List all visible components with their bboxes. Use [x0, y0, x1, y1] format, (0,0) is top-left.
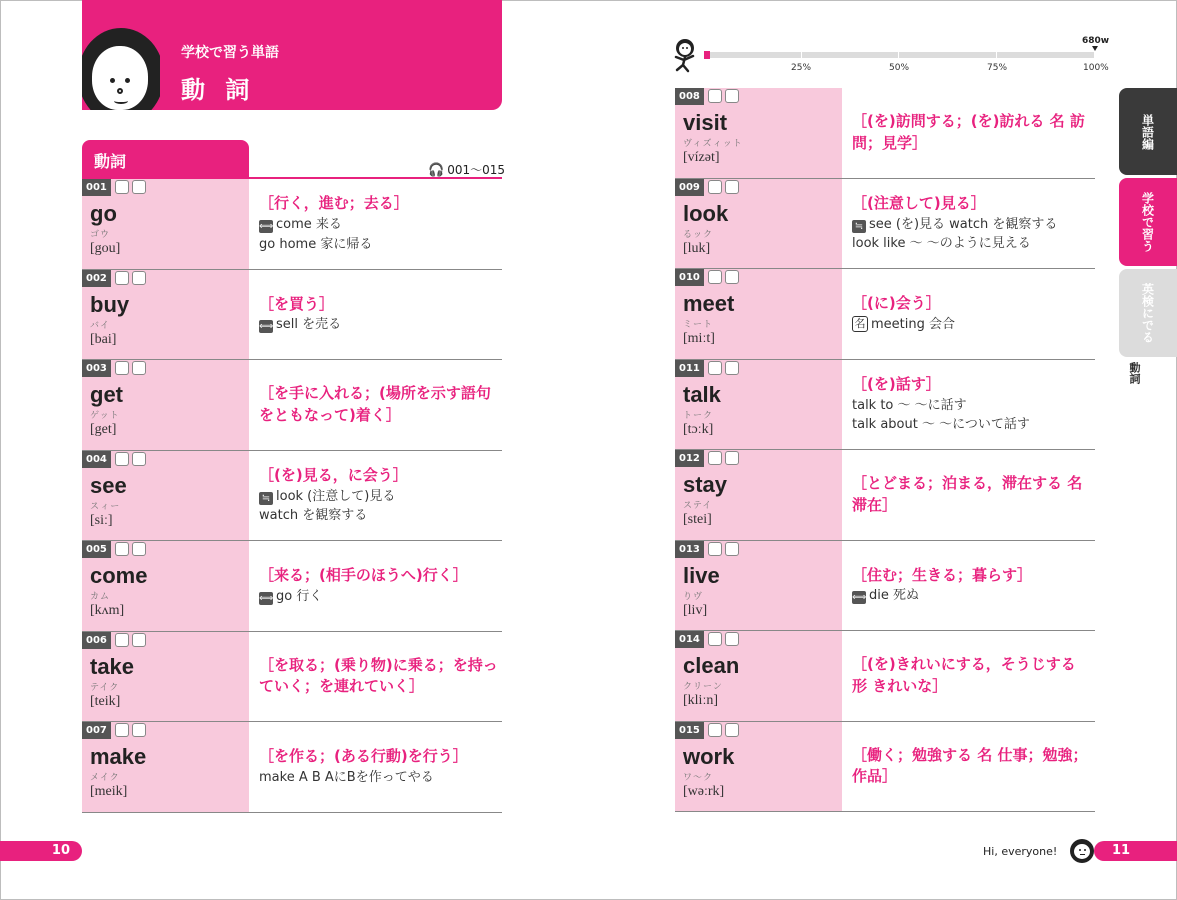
- entry-number: 009: [675, 179, 704, 196]
- review-checkbox[interactable]: [115, 542, 129, 556]
- review-checkbox[interactable]: [725, 180, 739, 194]
- headword: meet: [683, 291, 735, 316]
- usage-text: look (注意して)見る: [276, 488, 396, 504]
- definition-column: [259, 632, 498, 722]
- greeting-text: Hi, everyone!: [983, 845, 1058, 858]
- usage-text: talk about ～ ～について話す: [852, 417, 1030, 433]
- headword: clean: [683, 653, 740, 678]
- usage-text: talk to ～ ～に話す: [852, 397, 967, 413]
- word-entry: [675, 541, 1095, 632]
- meaning: ［を買う］: [259, 294, 335, 313]
- progress-label-25: 25%: [791, 63, 812, 73]
- mascot-icon: [82, 28, 160, 110]
- chapter-title: 動 詞: [181, 76, 256, 104]
- progress-track: [704, 52, 1094, 58]
- usage-line: [259, 235, 498, 255]
- katakana-reading: るック: [683, 229, 714, 240]
- headword: see: [90, 472, 127, 498]
- katakana-reading: テイク: [90, 682, 120, 693]
- katakana-reading: カム: [90, 592, 111, 602]
- word-entry: [675, 269, 1095, 360]
- definition-column: [852, 360, 1091, 450]
- katakana-reading: バイ: [90, 320, 111, 331]
- usage-text: sell を売る: [276, 317, 342, 333]
- word-entry: [82, 270, 502, 361]
- definition-column: [852, 269, 1091, 359]
- usage-text: go home 家に帰る: [259, 236, 373, 252]
- review-checkbox[interactable]: [708, 180, 722, 194]
- review-checkbox[interactable]: [725, 89, 739, 103]
- review-checkbox[interactable]: [708, 723, 722, 737]
- right-word-list: [675, 88, 1095, 812]
- usage-line: [852, 586, 1091, 606]
- usage-line: [852, 215, 1091, 235]
- entry-number: 001: [82, 179, 111, 196]
- entry-number: 010: [675, 269, 704, 286]
- audio-range: 001～015: [447, 163, 505, 177]
- progress-label-75: 75%: [987, 63, 1008, 73]
- entry-number: 004: [82, 451, 111, 468]
- word-entry: [675, 722, 1095, 813]
- meaning: ［(を)訪問する；(を)訪れる 名 訪問；見学］: [852, 112, 1085, 152]
- headword: talk: [683, 381, 721, 407]
- entry-number: 014: [675, 631, 704, 648]
- review-checkbox[interactable]: [725, 542, 739, 556]
- usage-line: [852, 234, 1091, 254]
- entry-number: 015: [675, 722, 704, 739]
- synonym-icon: ≒: [852, 220, 866, 233]
- review-checkbox[interactable]: [132, 361, 146, 375]
- word-entry: [675, 179, 1095, 270]
- review-checkbox[interactable]: [725, 270, 739, 284]
- entry-number: 012: [675, 450, 704, 467]
- review-checkbox[interactable]: [708, 632, 722, 646]
- review-checkbox[interactable]: [115, 361, 129, 375]
- entry-number: 006: [82, 632, 111, 649]
- word-entry: [675, 360, 1095, 451]
- word-entry: [82, 451, 502, 542]
- usage-line: [259, 768, 498, 788]
- pronunciation: [vízət]: [683, 150, 720, 165]
- katakana-reading: ミート: [683, 320, 714, 330]
- katakana-reading: ワ～ク: [683, 772, 714, 783]
- katakana-reading: トーク: [683, 410, 714, 421]
- tab-school-words[interactable]: 学校で習う: [1119, 178, 1177, 266]
- synonym-icon: ≒: [259, 492, 273, 505]
- headword: make: [90, 744, 147, 769]
- current-category-label: 動詞: [1128, 362, 1141, 384]
- usage-text: come 来る: [276, 217, 342, 233]
- entry-number: 002: [82, 270, 111, 287]
- entry-number: 011: [675, 360, 704, 377]
- meaning: ［とどまる；泊まる，滞在する 名 滞在］: [852, 474, 1083, 514]
- meaning: ［(を)見る，に会う］: [259, 465, 408, 484]
- review-checkbox[interactable]: [132, 452, 146, 466]
- pronunciation: [get]: [90, 422, 117, 437]
- pronunciation: [teik]: [90, 693, 121, 709]
- usage-line: [852, 396, 1091, 416]
- entry-number: 008: [675, 88, 704, 105]
- katakana-reading: スィー: [90, 501, 121, 512]
- definition-column: [259, 541, 498, 631]
- pronunciation: [meik]: [90, 784, 128, 799]
- antonym-icon: ⟺: [259, 321, 274, 333]
- meaning: ［(を)きれいにする，そうじする 形 きれいな］: [852, 655, 1076, 695]
- usage-line: [852, 315, 1091, 335]
- section-label: 動詞: [94, 152, 127, 171]
- word-entry: [675, 88, 1095, 179]
- progress-tick: [898, 48, 899, 60]
- pronunciation: [miːt]: [683, 331, 715, 346]
- antonym-icon: ⟺: [259, 221, 274, 233]
- definition-column: [852, 541, 1091, 631]
- pronunciation: [liv]: [683, 602, 708, 618]
- review-checkbox[interactable]: [115, 180, 129, 194]
- headword: get: [90, 382, 123, 407]
- katakana-reading: クリーン: [683, 682, 723, 692]
- meaning: ［を作る；(ある行動)を行う］: [259, 747, 468, 766]
- headword: live: [683, 562, 720, 588]
- pronunciation: [kʌm]: [90, 603, 125, 618]
- chapter-subtitle: 学校で習う単語: [181, 45, 279, 61]
- review-checkbox[interactable]: [115, 452, 129, 466]
- progress-marker-icon: [1092, 46, 1098, 51]
- review-checkbox[interactable]: [725, 451, 739, 465]
- tab-word-section[interactable]: 単語編: [1119, 88, 1177, 175]
- review-checkbox[interactable]: [115, 633, 129, 647]
- word-entry: [82, 541, 502, 632]
- pronunciation: [stei]: [683, 512, 712, 527]
- smiley-icon: [1070, 839, 1094, 863]
- word-entry: [82, 179, 502, 270]
- word-entry: [82, 360, 502, 451]
- meaning: ［住む；生きる；暮らす］: [852, 565, 1033, 584]
- progress-label-50: 50%: [889, 63, 910, 73]
- headword: stay: [683, 472, 728, 497]
- usage-text: die 死ぬ: [869, 588, 919, 604]
- page-number-left: 10: [0, 841, 82, 861]
- pronunciation: [siː]: [90, 512, 113, 528]
- review-checkbox[interactable]: [132, 180, 146, 194]
- headword: come: [90, 563, 148, 588]
- pronunciation: [bai]: [90, 331, 117, 347]
- headword: go: [90, 201, 117, 226]
- definition-column: [259, 722, 498, 812]
- word-entry: [82, 722, 502, 813]
- word-entry: [82, 632, 502, 723]
- definition-column: [852, 88, 1091, 178]
- katakana-reading: ヴィズィット: [683, 139, 743, 149]
- meaning: ［働く；勉強する 名 仕事；勉強；作品］: [852, 745, 1088, 786]
- headword: look: [683, 200, 729, 226]
- usage-line: [259, 506, 498, 526]
- review-checkbox[interactable]: [132, 723, 146, 737]
- usage-line: [259, 587, 498, 607]
- headword: buy: [90, 291, 130, 317]
- review-checkbox[interactable]: [132, 542, 146, 556]
- meaning: ［(注意して)見る］: [852, 193, 986, 212]
- headword: take: [90, 653, 135, 679]
- definition-column: [852, 631, 1091, 721]
- entry-number: 005: [82, 541, 111, 558]
- running-figure-icon: [668, 37, 702, 73]
- progress-tick: [996, 48, 997, 60]
- pronunciation: [gou]: [90, 241, 121, 256]
- pronunciation: [kliːn]: [683, 693, 718, 708]
- tab-eiken-words[interactable]: 英検にでる: [1119, 269, 1177, 357]
- katakana-reading: ゲット: [90, 411, 120, 421]
- progress-fill: [704, 51, 710, 59]
- usage-line: [259, 487, 498, 507]
- review-checkbox[interactable]: [132, 271, 146, 285]
- usage-line: [852, 415, 1091, 435]
- progress-total: 680w: [1082, 36, 1110, 46]
- audio-track[interactable]: [428, 161, 505, 178]
- definition-column: [259, 451, 498, 541]
- review-checkbox[interactable]: [132, 633, 146, 647]
- usage-text: watch を観察する: [259, 508, 368, 524]
- review-checkbox[interactable]: [725, 361, 739, 375]
- usage-line: [259, 215, 498, 235]
- review-checkbox[interactable]: [708, 270, 722, 284]
- word-entry: [675, 450, 1095, 541]
- review-checkbox[interactable]: [115, 271, 129, 285]
- review-checkbox[interactable]: [725, 632, 739, 646]
- meaning: ［(を)話す］: [852, 374, 941, 393]
- definition-column: [852, 179, 1091, 269]
- pronunciation: [tɔːk]: [683, 421, 714, 437]
- entry-number: 003: [82, 360, 111, 377]
- entry-number: 013: [675, 541, 704, 558]
- katakana-reading: メイク: [90, 773, 120, 783]
- review-checkbox[interactable]: [725, 723, 739, 737]
- headword: work: [683, 743, 735, 769]
- progress-label-100: 100%: [1083, 63, 1109, 73]
- review-checkbox[interactable]: [708, 451, 722, 465]
- meaning: ［を手に入れる；(場所を示す語句をともなって)着く］: [259, 384, 491, 424]
- definition-column: [852, 722, 1091, 812]
- katakana-reading: ステイ: [683, 501, 713, 511]
- progress-tick: [801, 48, 802, 60]
- meaning: ［(に)会う］: [852, 294, 941, 313]
- definition-column: [852, 450, 1091, 540]
- usage-text: go 行く: [276, 588, 323, 604]
- review-checkbox[interactable]: [708, 89, 722, 103]
- review-checkbox[interactable]: [708, 542, 722, 556]
- usage-text: make A B AにBを作ってやる: [259, 769, 434, 785]
- katakana-reading: りヴ: [683, 591, 704, 602]
- meaning: ［行く，進む；去る］: [259, 194, 409, 213]
- definition-column: [259, 360, 498, 450]
- headphones-icon: 🎧: [428, 163, 445, 178]
- part-of-speech-icon: 名: [852, 316, 868, 332]
- headword: visit: [683, 110, 728, 135]
- usage-text: look like ～ ～のように見える: [852, 236, 1031, 252]
- word-entry: [675, 631, 1095, 722]
- katakana-reading: ゴウ: [90, 230, 111, 240]
- definition-column: [259, 270, 498, 360]
- usage-text: meeting 会合: [871, 316, 955, 332]
- usage-line: [259, 315, 498, 335]
- left-word-list: [82, 179, 502, 813]
- antonym-icon: ⟺: [259, 592, 274, 604]
- review-checkbox[interactable]: [115, 723, 129, 737]
- review-checkbox[interactable]: [708, 361, 722, 375]
- page-number-right: 11: [1094, 841, 1177, 861]
- entry-number: 007: [82, 722, 111, 739]
- usage-text: see (を)見る watch を観察する: [869, 216, 1058, 232]
- definition-column: [259, 179, 498, 269]
- pronunciation: [wəːrk]: [683, 783, 725, 799]
- meaning: ［を取る；(乗り物)に乗る；を持っていく；を連れていく］: [259, 655, 498, 696]
- pronunciation: [luk]: [683, 240, 711, 256]
- meaning: ［来る；(相手のほうへ)行く］: [259, 566, 468, 585]
- section-tab: [82, 140, 249, 178]
- antonym-icon: ⟺: [852, 592, 867, 604]
